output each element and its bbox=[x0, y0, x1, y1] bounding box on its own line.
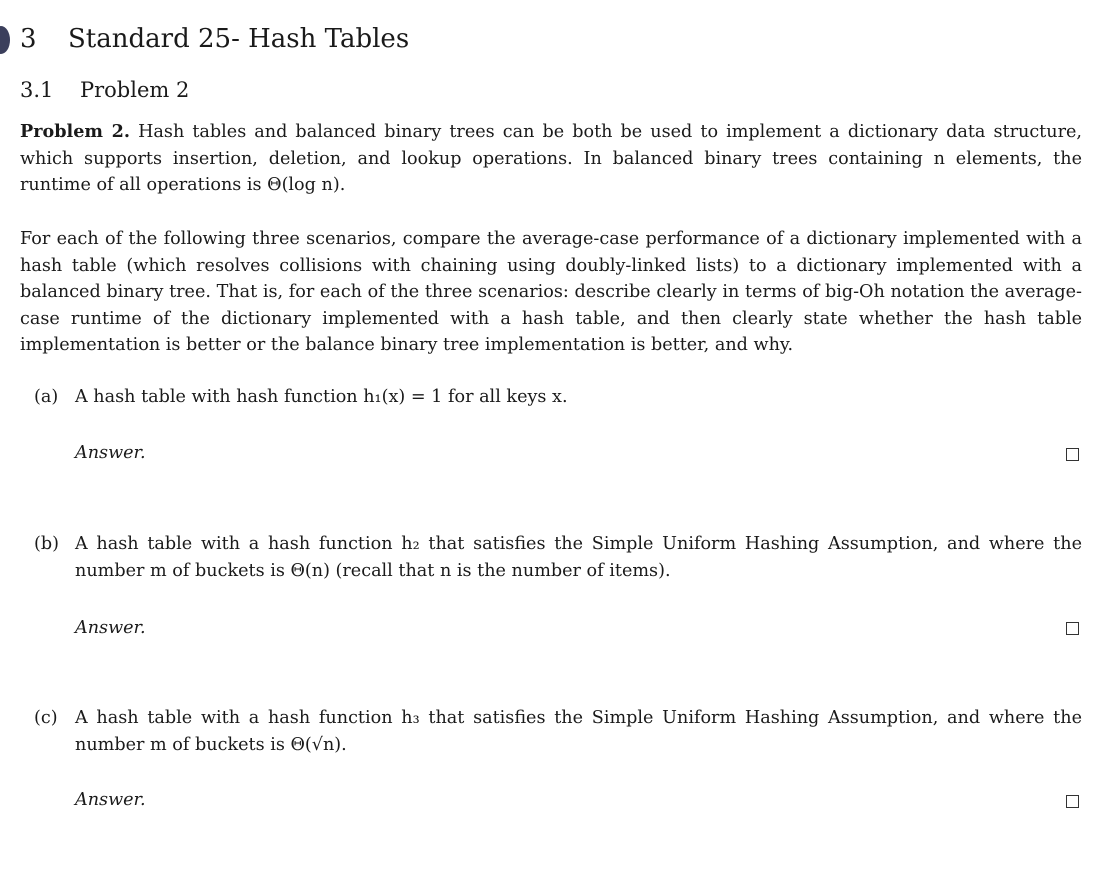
section-title: Standard 25- Hash Tables bbox=[68, 24, 410, 54]
problem-lead: Problem 2. bbox=[20, 121, 130, 142]
part-c-text: A hash table with a hash function h₃ that satisfies the Simple Uniform Hashing Assumption, and where the number m of buckets is Θ(√n). bbox=[75, 708, 1082, 755]
part-c-label: (c) bbox=[34, 708, 58, 728]
qed-box-icon bbox=[1066, 448, 1079, 461]
margin-marker bbox=[0, 26, 10, 54]
section-number: 3 bbox=[20, 24, 37, 54]
part-b-text: A hash table with a hash function h₂ that satisfies the Simple Uniform Hashing Assumption, and where the number m of buckets is Θ(n) (recall that n is the number of items). bbox=[75, 534, 1082, 581]
section-heading bbox=[20, 24, 409, 54]
part-c bbox=[34, 705, 1082, 758]
part-a-answer-label: Answer. bbox=[75, 443, 146, 463]
subsection-number: 3.1 bbox=[20, 78, 54, 102]
qed-box-icon bbox=[1066, 795, 1079, 808]
subsection-heading bbox=[20, 78, 189, 102]
subsection-title: Problem 2 bbox=[80, 78, 190, 102]
part-c-answer-label: Answer. bbox=[75, 790, 146, 810]
part-a bbox=[34, 384, 1082, 411]
part-b-answer-label: Answer. bbox=[75, 618, 146, 638]
part-b-label: (b) bbox=[34, 534, 59, 554]
qed-box-icon bbox=[1066, 622, 1079, 635]
problem-instructions: For each of the following three scenarios, compare the average-case performance of a dictionary implemented with a hash table (which resolves collisions with chaining using doubly-linked lists) to a dictionary implemented with a balanced binary tree. That is, for each of the three scenarios: describe clearly in terms of big-Oh notation the average-case runtime of the dictionary implemented with a hash table, and then clearly state whether the hash table implementation is better or the balance binary tree implementation is better, and why. bbox=[20, 229, 1082, 355]
part-a-label: (a) bbox=[34, 387, 59, 407]
part-a-text: A hash table with hash function h₁(x) = 1 for all keys x. bbox=[75, 387, 568, 407]
part-b bbox=[34, 531, 1082, 584]
problem-intro-paragraph bbox=[20, 119, 1082, 199]
problem-intro: Hash tables and balanced binary trees can be both be used to implement a dictionary data structure, which supports insertion, deletion, and lookup operations. In balanced binary trees containing n elements, the runtime of all operations is Θ(log n). bbox=[20, 122, 1082, 195]
